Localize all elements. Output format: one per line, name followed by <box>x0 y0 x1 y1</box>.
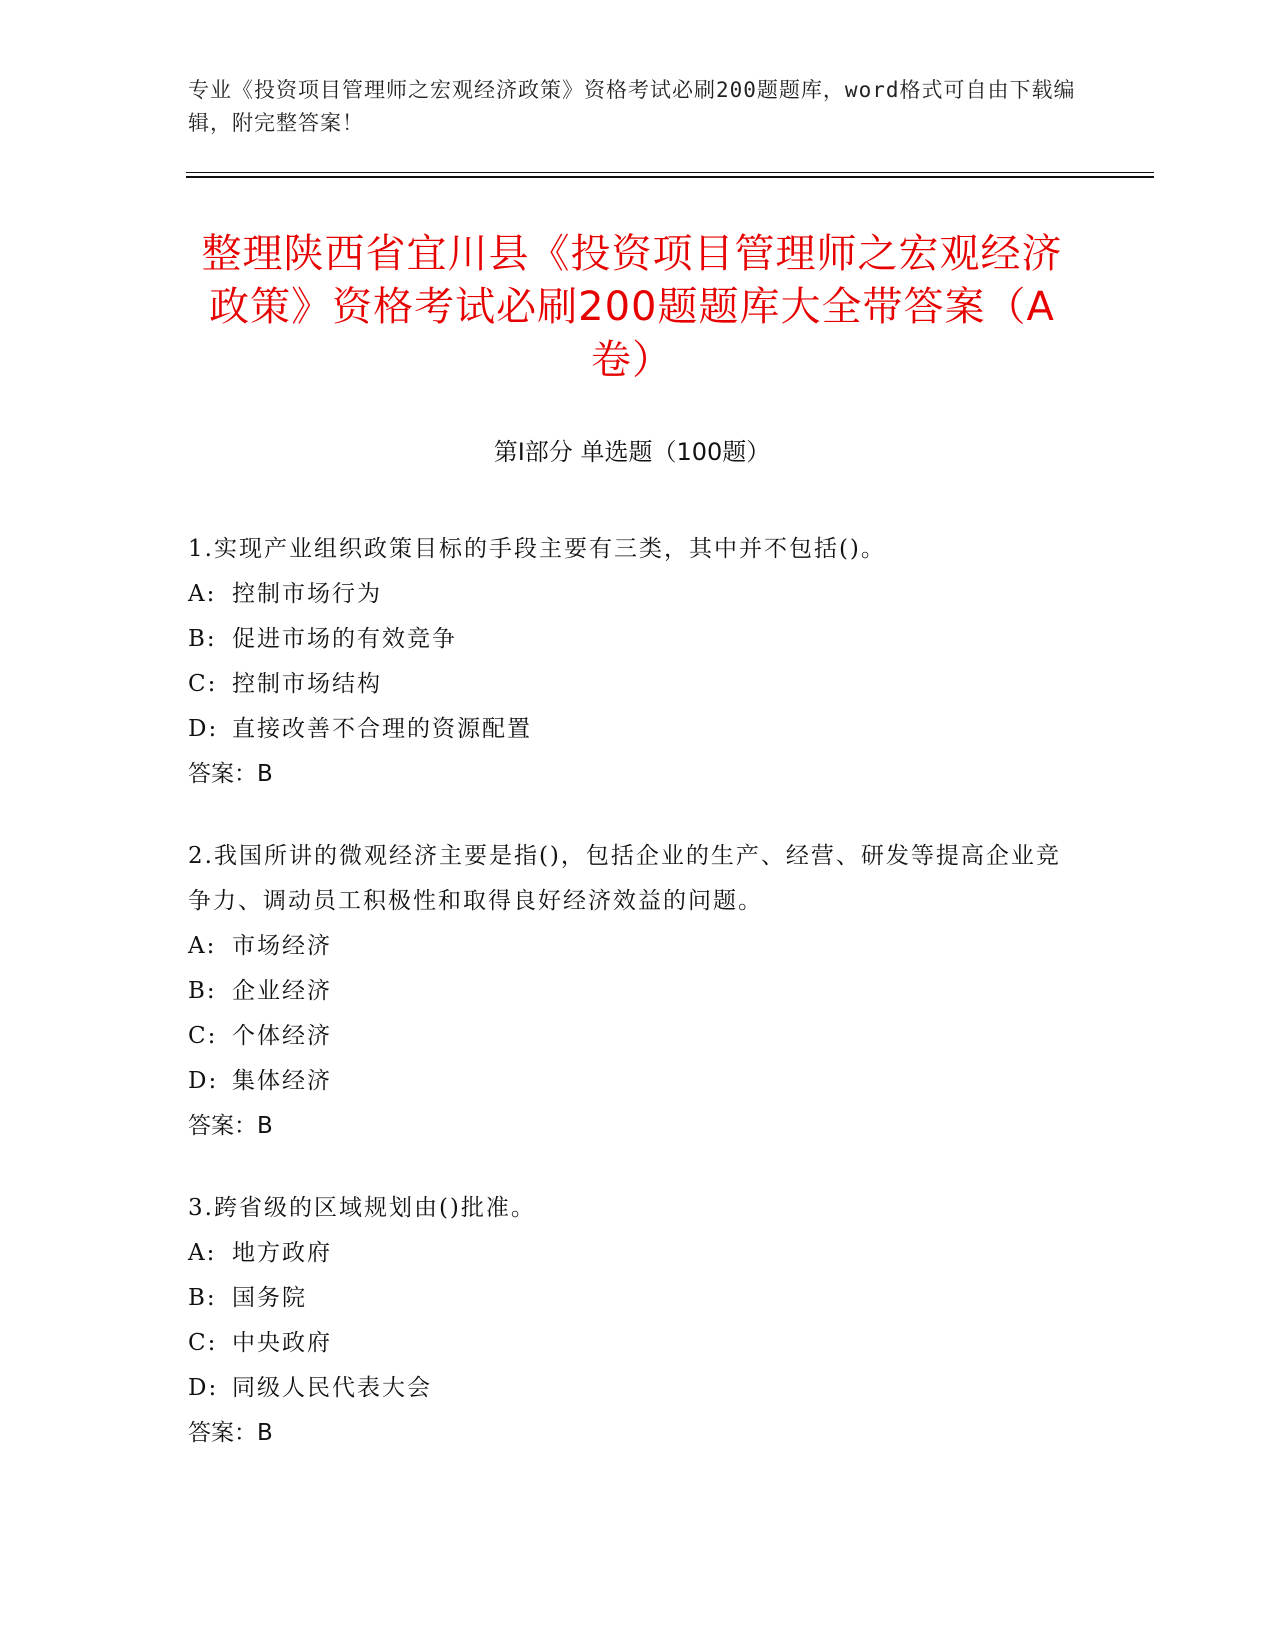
question-item <box>188 527 1078 797</box>
document-title: 整理陕西省宜川县《投资项目管理师之宏观经济政策》资格考试必刷200题题库大全带答案（A卷） <box>201 231 1063 383</box>
option-b <box>188 969 1078 1014</box>
section-heading: 第I部分 单选题（100题） <box>493 438 771 466</box>
option-d <box>188 1366 1078 1411</box>
option-text: 个体经济 <box>232 1023 332 1049</box>
option-key: B: <box>188 626 217 652</box>
answer-line: 答案：B <box>188 1113 273 1139</box>
option-key: C: <box>188 671 218 697</box>
option-text: 集体经济 <box>232 1068 332 1094</box>
option-key: B: <box>188 978 217 1004</box>
option-text: 控制市场结构 <box>232 671 382 697</box>
question-item <box>188 834 1078 1149</box>
option-c <box>188 1321 1078 1366</box>
header-rule-thick <box>186 176 1154 178</box>
option-c <box>188 1014 1078 1059</box>
answer-line: 答案：B <box>188 761 273 787</box>
header-rule-thin <box>186 172 1154 173</box>
option-d <box>188 1059 1078 1104</box>
option-b <box>188 617 1078 662</box>
option-key: C: <box>188 1330 218 1356</box>
option-text: 同级人民代表大会 <box>232 1375 432 1401</box>
option-text: 地方政府 <box>232 1240 332 1266</box>
answer-line: 答案：B <box>188 1420 273 1446</box>
option-text: 直接改善不合理的资源配置 <box>232 716 532 742</box>
option-key: A: <box>188 1240 217 1266</box>
option-text: 中央政府 <box>232 1330 332 1356</box>
header-note: 专业《投资项目管理师之宏观经济政策》资格考试必刷200题题库，word格式可自由下载编辑，附完整答案！ <box>188 78 1076 135</box>
option-b <box>188 1276 1078 1321</box>
question-item <box>188 1186 1078 1456</box>
option-key: D: <box>188 716 219 742</box>
question-list <box>188 527 1078 1493</box>
option-a <box>188 572 1078 617</box>
question-stem: 3.跨省级的区域规划由()批准。 <box>188 1195 536 1221</box>
option-a <box>188 924 1078 969</box>
option-key: D: <box>188 1375 219 1401</box>
option-key: A: <box>188 581 217 607</box>
option-a <box>188 1231 1078 1276</box>
question-stem: 1.实现产业组织政策目标的手段主要有三类，其中并不包括()。 <box>188 536 886 562</box>
option-text: 市场经济 <box>232 933 332 959</box>
option-key: B: <box>188 1285 217 1311</box>
option-key: A: <box>188 933 217 959</box>
option-text: 控制市场行为 <box>232 581 382 607</box>
option-c <box>188 662 1078 707</box>
option-key: D: <box>188 1068 219 1094</box>
question-stem: 2.我国所讲的微观经济主要是指()，包括企业的生产、经营、研发等提高企业竞争力、调动员工积极性和取得良好经济效益的问题。 <box>188 843 1061 914</box>
option-text: 企业经济 <box>232 978 332 1004</box>
option-text: 国务院 <box>232 1285 307 1311</box>
option-key: C: <box>188 1023 218 1049</box>
option-d <box>188 707 1078 752</box>
option-text: 促进市场的有效竞争 <box>232 626 457 652</box>
